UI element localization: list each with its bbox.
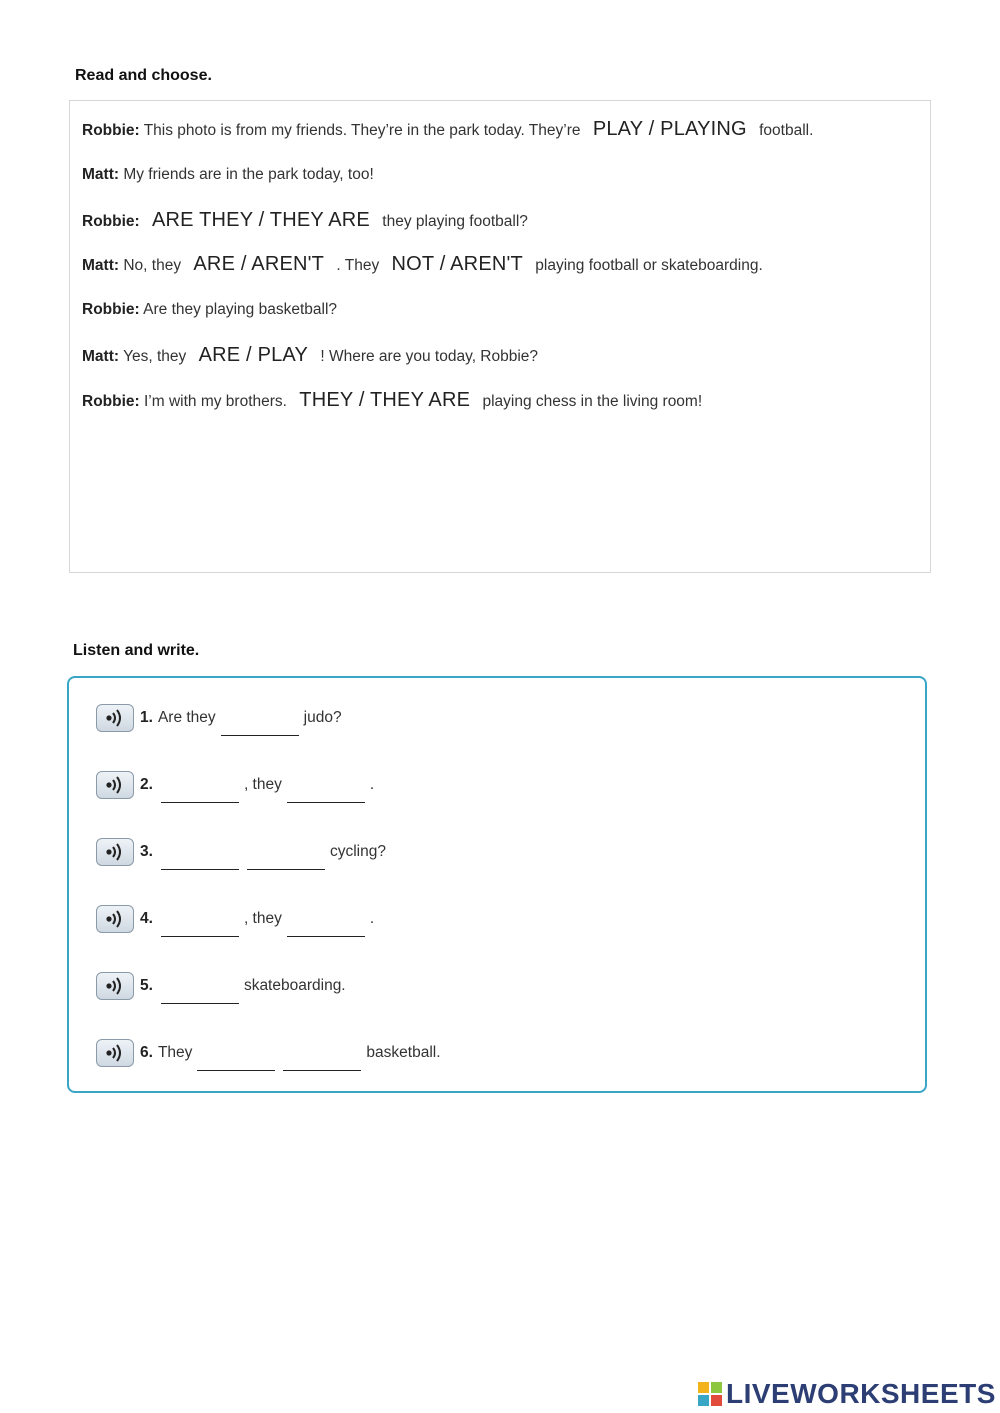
text: I’m with my brothers. bbox=[144, 393, 287, 410]
text: . They bbox=[336, 257, 380, 274]
text: . bbox=[369, 910, 375, 927]
answer-input-6b[interactable] bbox=[283, 1048, 361, 1071]
exercise-item-4 bbox=[96, 904, 375, 934]
speaker: Matt: bbox=[82, 257, 120, 274]
answer-input-3b[interactable] bbox=[247, 847, 325, 870]
speaker: Robbie: bbox=[82, 393, 140, 410]
exercise-item-5 bbox=[96, 971, 347, 1001]
liveworksheets-logo bbox=[697, 1378, 996, 1410]
text: Are they bbox=[157, 709, 216, 726]
item-number: 2. bbox=[140, 776, 153, 793]
text: basketball. bbox=[366, 1044, 441, 1061]
choice-select-2[interactable]: ARE THEY / THEY ARE bbox=[152, 209, 370, 231]
text: . bbox=[369, 776, 375, 793]
speaker: Robbie: bbox=[82, 122, 140, 139]
item-number: 5. bbox=[140, 977, 153, 994]
answer-input-6a[interactable] bbox=[197, 1048, 275, 1071]
text: Yes, they bbox=[123, 348, 187, 365]
text: , they bbox=[243, 776, 282, 793]
dialogue-line-4 bbox=[82, 253, 763, 276]
speaker-icon bbox=[104, 1043, 126, 1063]
choice-select-4[interactable]: NOT / AREN'T bbox=[391, 253, 523, 275]
text: skateboarding. bbox=[243, 977, 346, 994]
text: My friends are in the park today, too! bbox=[123, 166, 374, 183]
listen-and-write-heading: Listen and write. bbox=[73, 642, 200, 659]
audio-play-button[interactable] bbox=[96, 905, 134, 933]
read-and-choose-heading: Read and choose. bbox=[75, 67, 212, 84]
speaker: Matt: bbox=[82, 166, 120, 183]
dialogue-line-5 bbox=[82, 301, 337, 319]
answer-input-5a[interactable] bbox=[161, 981, 239, 1004]
choice-select-6[interactable]: THEY / THEY ARE bbox=[299, 389, 471, 411]
text: they playing football? bbox=[382, 213, 528, 230]
dialogue-line-2 bbox=[82, 166, 374, 184]
answer-input-2a[interactable] bbox=[161, 780, 239, 803]
item-number: 4. bbox=[140, 910, 153, 927]
speaker-icon bbox=[104, 708, 126, 728]
dialogue-line-3 bbox=[82, 209, 528, 232]
text: football. bbox=[759, 122, 814, 139]
answer-input-1a[interactable] bbox=[221, 713, 299, 736]
dialogue-line-7 bbox=[82, 389, 702, 412]
text: ! Where are you today, Robbie? bbox=[320, 348, 539, 365]
choice-select-5[interactable]: ARE / PLAY bbox=[198, 344, 309, 366]
text: cycling? bbox=[329, 843, 386, 860]
audio-play-button[interactable] bbox=[96, 972, 134, 1000]
audio-play-button[interactable] bbox=[96, 838, 134, 866]
dialogue-line-1 bbox=[82, 118, 813, 141]
text: playing football or skateboarding. bbox=[535, 257, 763, 274]
choice-select-3[interactable]: ARE / AREN'T bbox=[193, 253, 325, 275]
text: This photo is from my friends. They’re in the park today. They’re bbox=[143, 122, 581, 139]
speaker-icon bbox=[104, 976, 126, 996]
exercise-item-3 bbox=[96, 837, 387, 867]
text: They bbox=[157, 1044, 193, 1061]
speaker: Robbie: bbox=[82, 301, 140, 318]
text: , they bbox=[243, 910, 282, 927]
logo-text: LIVEWORKSHEETS bbox=[726, 1378, 996, 1409]
item-number: 1. bbox=[140, 709, 153, 726]
speaker: Matt: bbox=[82, 348, 120, 365]
liveworksheets-logo-icon bbox=[697, 1381, 723, 1407]
choice-select-1[interactable]: PLAY / PLAYING bbox=[592, 118, 747, 140]
answer-input-4a[interactable] bbox=[161, 914, 239, 937]
speaker-icon bbox=[104, 775, 126, 795]
text: Are they playing basketball? bbox=[143, 301, 338, 318]
speaker: Robbie: bbox=[82, 213, 140, 230]
answer-input-4b[interactable] bbox=[287, 914, 365, 937]
speaker-icon bbox=[104, 909, 126, 929]
text: playing chess in the living room! bbox=[482, 393, 703, 410]
speaker-icon bbox=[104, 842, 126, 862]
exercise-item-6 bbox=[96, 1038, 442, 1068]
text: judo? bbox=[303, 709, 342, 726]
exercise-item-1 bbox=[96, 703, 343, 733]
listening-box bbox=[67, 676, 927, 1093]
dialogue-line-6 bbox=[82, 344, 538, 367]
text: No, they bbox=[123, 257, 182, 274]
answer-input-2b[interactable] bbox=[287, 780, 365, 803]
item-number: 3. bbox=[140, 843, 153, 860]
item-number: 6. bbox=[140, 1044, 153, 1061]
audio-play-button[interactable] bbox=[96, 771, 134, 799]
audio-play-button[interactable] bbox=[96, 704, 134, 732]
audio-play-button[interactable] bbox=[96, 1039, 134, 1067]
exercise-item-2 bbox=[96, 770, 375, 800]
answer-input-3a[interactable] bbox=[161, 847, 239, 870]
